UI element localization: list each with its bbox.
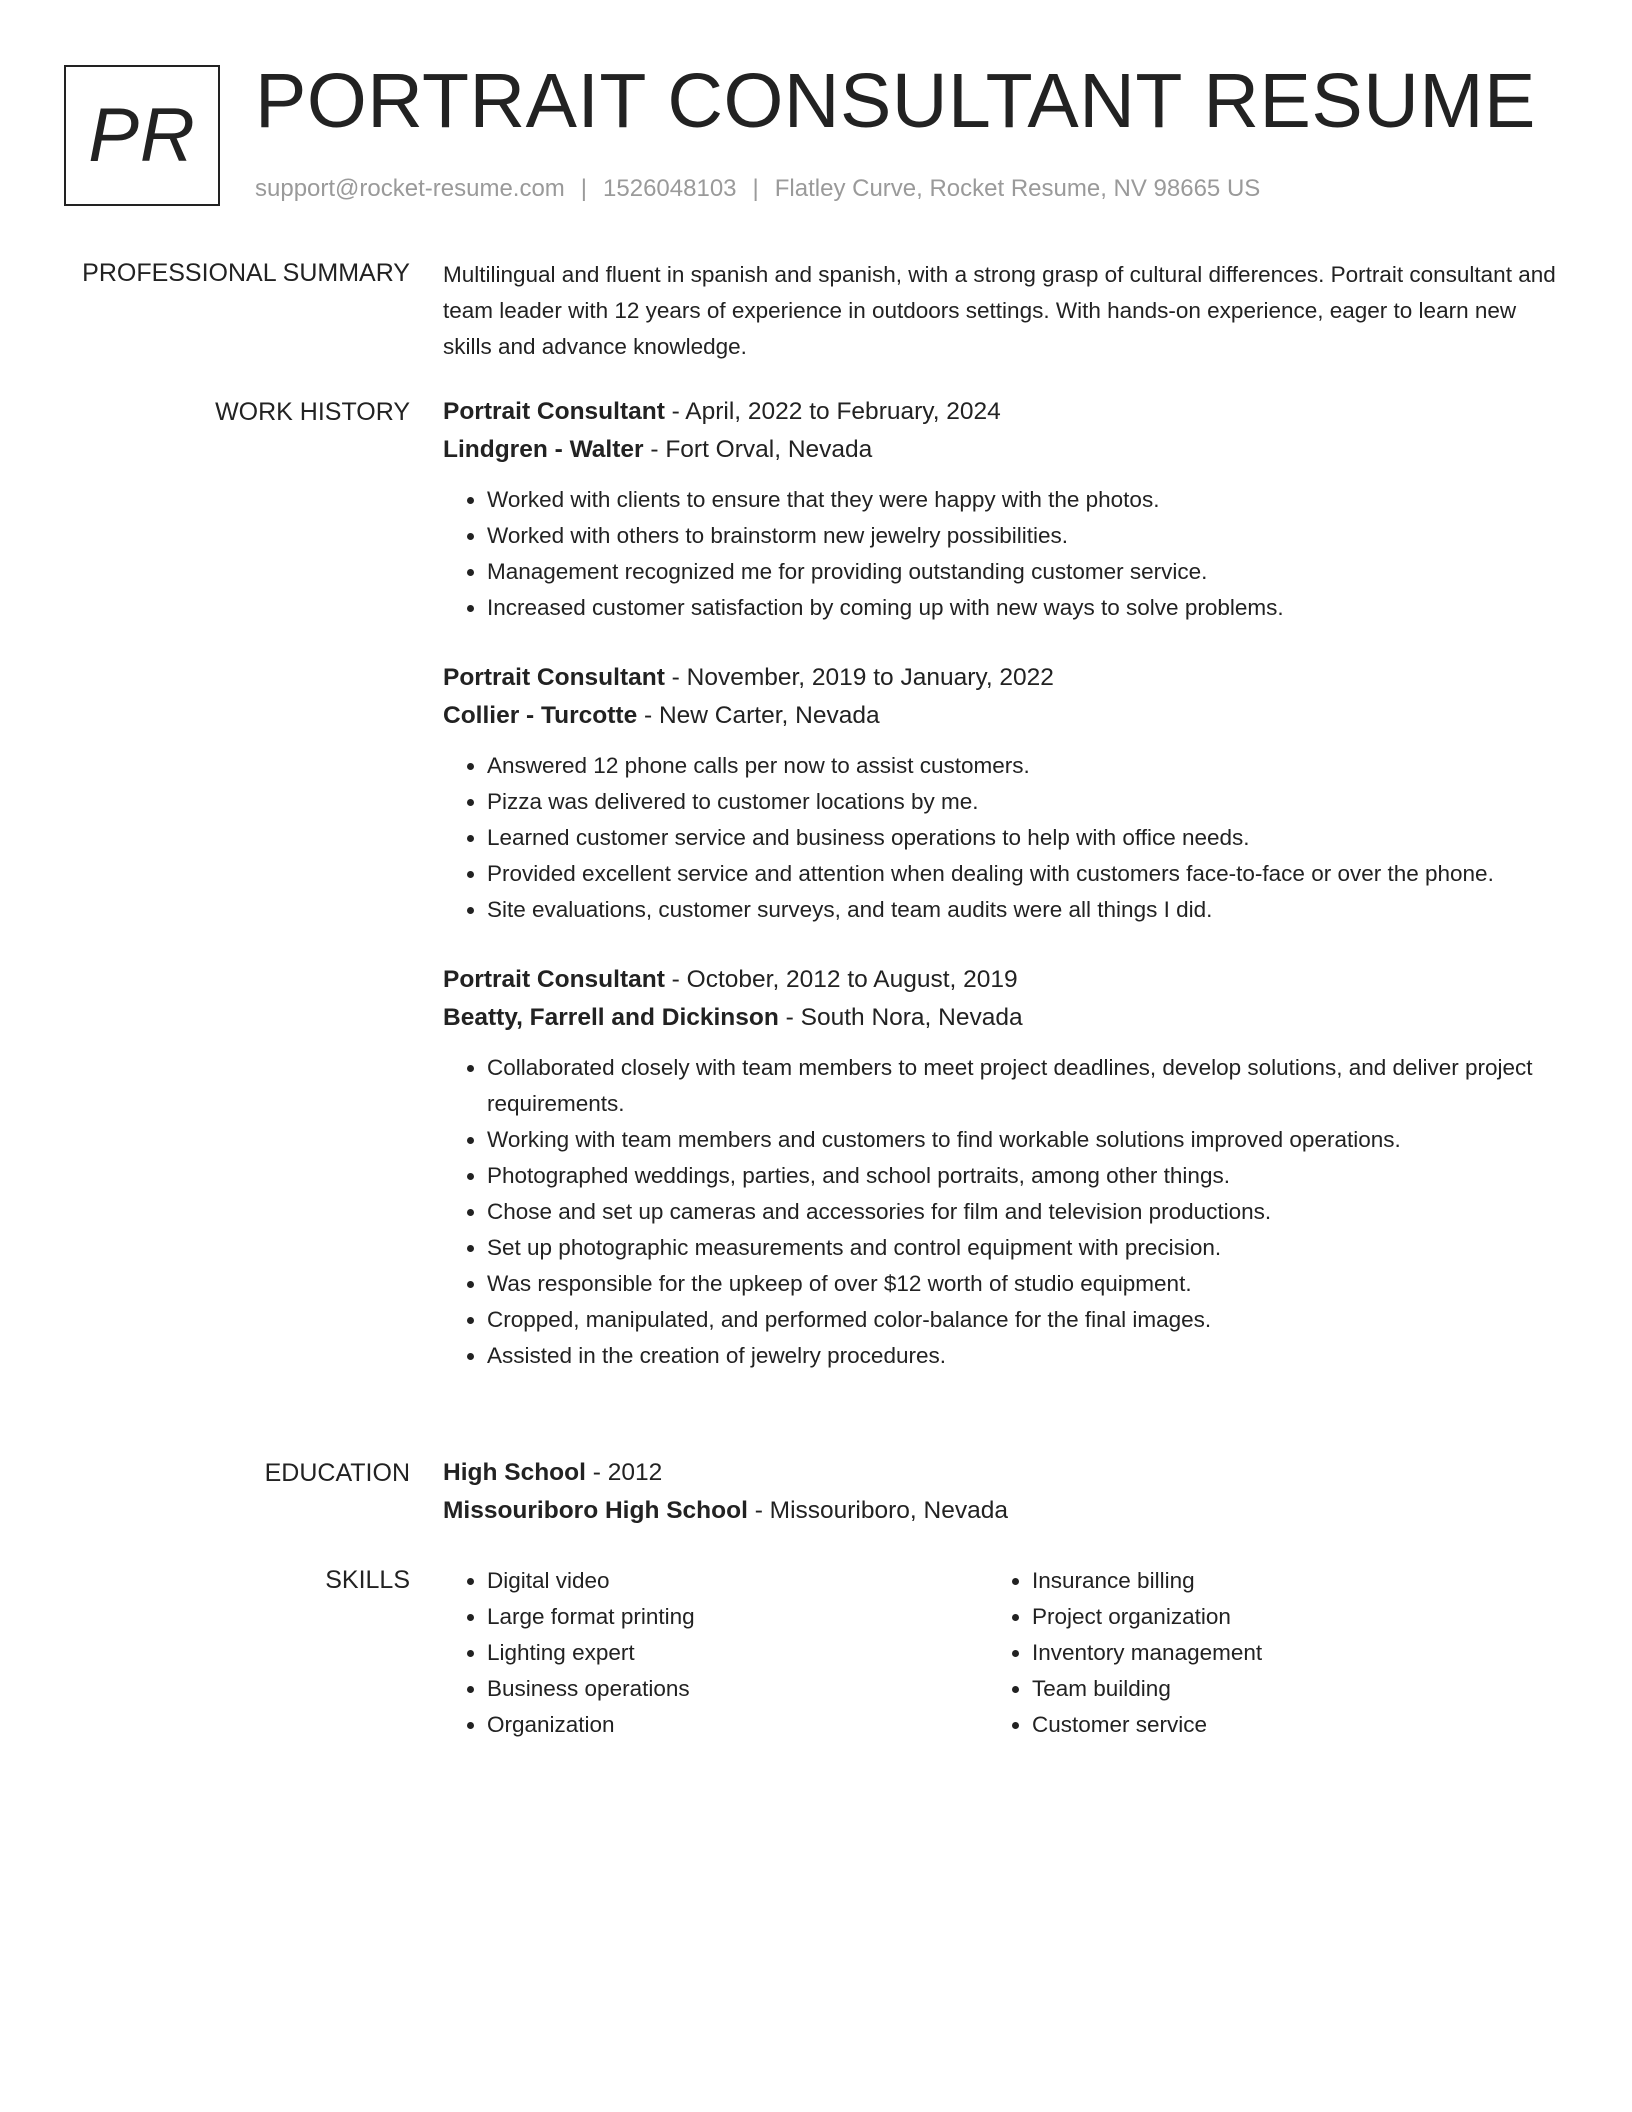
job-company-line	[443, 431, 1563, 469]
job-bullet: • Pizza was delivered to customer locations by me.	[487, 784, 1563, 820]
skill-item: • Business operations	[487, 1671, 988, 1707]
contact-line	[255, 173, 1260, 205]
education-location: - Missouriboro, Nevada	[747, 1497, 1008, 1524]
skills-column-right	[988, 1563, 1533, 1743]
job-title: Portrait Consultant	[443, 664, 665, 691]
job-location: - Fort Orval, Nevada	[643, 436, 873, 463]
job-company: Collier - Turcotte	[443, 702, 638, 729]
job-entry	[443, 393, 1563, 626]
job-bullet: • Collaborated closely with team members to meet project deadlines, develop solutions, and deliver project requirements.	[487, 1050, 1563, 1122]
job-location: - South Nora, Nevada	[778, 1004, 1023, 1031]
contact-separator: |	[580, 175, 588, 202]
skills-column-left	[443, 1563, 988, 1743]
skill-item: • Large format printing	[487, 1599, 988, 1635]
skill-item: • Organization	[487, 1707, 988, 1743]
education-school: Missouriboro High School	[443, 1497, 748, 1524]
job-location: - New Carter, Nevada	[637, 702, 880, 729]
job-bullet: • Answered 12 phone calls per now to assist customers.	[487, 748, 1563, 784]
skill-item: • Project organization	[1032, 1599, 1533, 1635]
job-dates: - April, 2022 to February, 2024	[664, 398, 1001, 425]
job-bullet-list	[443, 1050, 1563, 1374]
job-title: Portrait Consultant	[443, 966, 665, 993]
education-year: - 2012	[585, 1459, 663, 1486]
job-bullet: • Working with team members and customers to find workable solutions improved operations.	[487, 1122, 1563, 1158]
contact-address: Flatley Curve, Rocket Resume, NV 98665 US	[774, 175, 1261, 202]
skill-item: • Insurance billing	[1032, 1563, 1533, 1599]
education-school-line	[443, 1492, 1563, 1530]
contact-separator: |	[752, 175, 759, 202]
job-dates: - November, 2019 to January, 2022	[664, 664, 1054, 691]
section-heading-education: EDUCATION	[264, 1459, 410, 1487]
job-company: Beatty, Farrell and Dickinson	[443, 1004, 779, 1031]
skill-item: • Lighting expert	[487, 1635, 988, 1671]
skills-list	[988, 1563, 1533, 1743]
page-title: PORTRAIT CONSULTANT RESUME	[255, 58, 1536, 144]
skill-item: • Inventory management	[1032, 1635, 1533, 1671]
job-title-line	[443, 393, 1563, 431]
job-bullet-list	[443, 748, 1563, 928]
summary-text: Multilingual and fluent in spanish and spanish, with a strong grasp of cultural differences. Portrait consultant and team leader with 12 years of experience in outdoors settings. With hands-on experience, eager to learn new skills and advance knowledge.	[443, 262, 1556, 359]
monogram-badge: PR	[64, 65, 220, 206]
job-bullet: • Learned customer service and business operations to help with office needs.	[487, 820, 1563, 856]
job-entry	[443, 659, 1563, 928]
job-bullet: • Increased customer satisfaction by coming up with new ways to solve problems.	[487, 590, 1563, 626]
section-heading-summary: PROFESSIONAL SUMMARY	[82, 259, 410, 287]
job-title-line	[443, 659, 1563, 697]
job-bullet: • Was responsible for the upkeep of over $12 worth of studio equipment.	[487, 1266, 1563, 1302]
job-bullet: • Provided excellent service and attention when dealing with customers face-to-face or over the phone.	[487, 856, 1563, 892]
job-title: Portrait Consultant	[443, 398, 665, 425]
skills-list	[443, 1563, 988, 1743]
job-title-line	[443, 961, 1563, 999]
job-dates: - October, 2012 to August, 2019	[664, 966, 1018, 993]
skills-columns	[443, 1563, 1563, 1743]
job-company-line	[443, 999, 1563, 1037]
job-company: Lindgren - Walter	[443, 436, 644, 463]
education-degree-line	[443, 1454, 1563, 1492]
contact-phone: 1526048103	[603, 175, 737, 202]
skill-item: • Customer service	[1032, 1707, 1533, 1743]
job-bullet: • Photographed weddings, parties, and school portraits, among other things.	[487, 1158, 1563, 1194]
contact-email: support@rocket-resume.com	[255, 175, 565, 202]
job-bullet: • Cropped, manipulated, and performed color-balance for the final images.	[487, 1302, 1563, 1338]
job-bullet: • Assisted in the creation of jewelry procedures.	[487, 1338, 1563, 1374]
job-company-line	[443, 697, 1563, 735]
job-bullet-list	[443, 482, 1563, 626]
job-bullet: • Worked with clients to ensure that they were happy with the photos.	[487, 482, 1563, 518]
job-bullet: • Set up photographic measurements and control equipment with precision.	[487, 1230, 1563, 1266]
education-degree: High School	[443, 1459, 586, 1486]
job-bullet: • Chose and set up cameras and accessories for film and television productions.	[487, 1194, 1563, 1230]
job-bullet: • Worked with others to brainstorm new jewelry possibilities.	[487, 518, 1563, 554]
job-bullet: • Management recognized me for providing outstanding customer service.	[487, 554, 1563, 590]
skill-item: • Digital video	[487, 1563, 988, 1599]
skill-item: • Team building	[1032, 1671, 1533, 1707]
section-heading-work-history: WORK HISTORY	[215, 398, 410, 426]
job-bullet: • Site evaluations, customer surveys, and team audits were all things I did.	[487, 892, 1563, 928]
job-entry	[443, 961, 1563, 1374]
section-heading-skills: SKILLS	[325, 1566, 410, 1594]
